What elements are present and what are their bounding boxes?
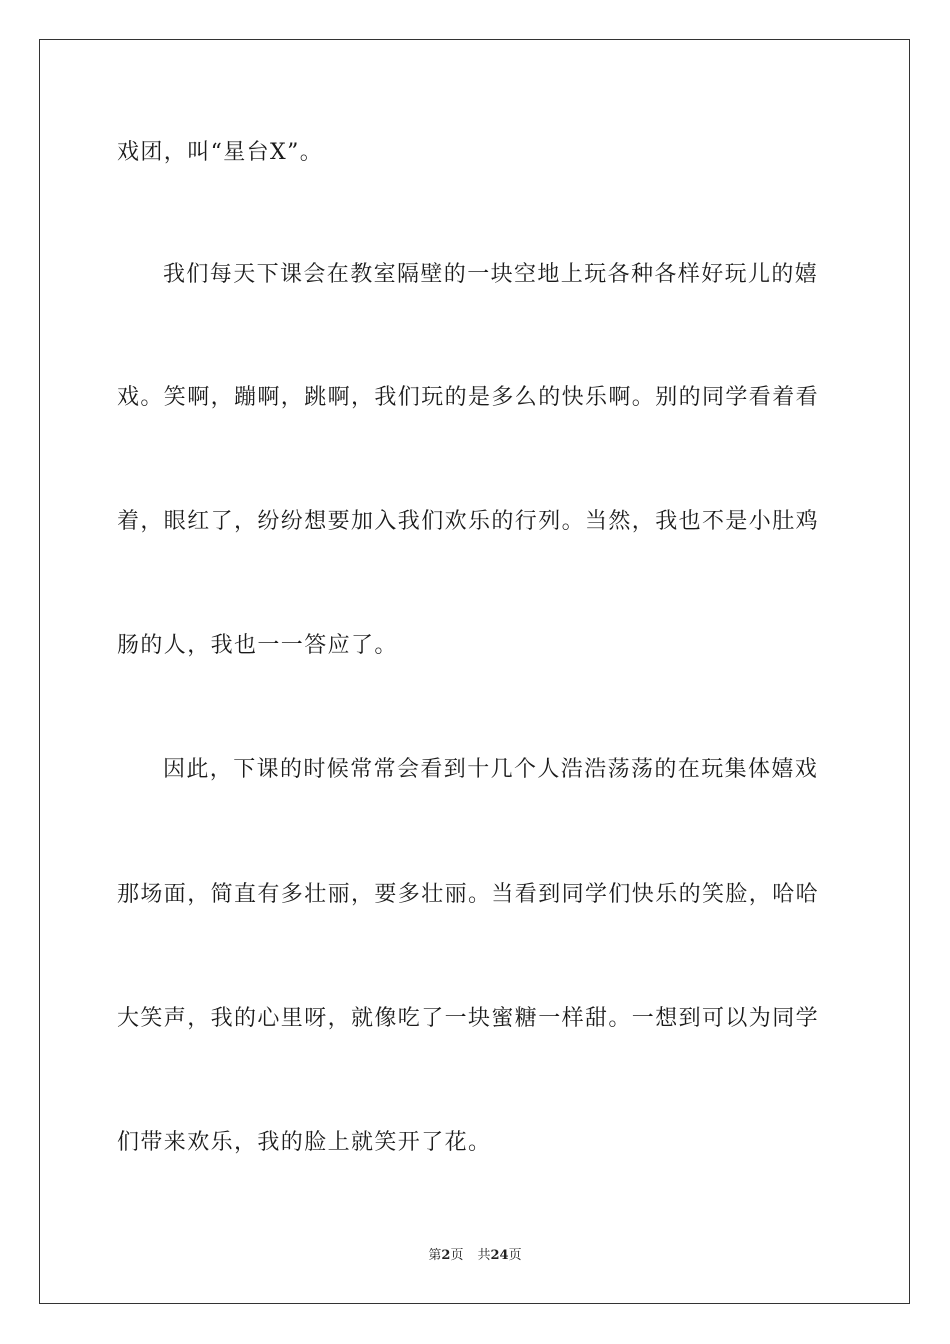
- text-line-6: 因此，下课的时候常常会看到十几个人浩浩荡荡的在玩集体嬉戏: [163, 757, 819, 782]
- page-footer: [0, 1247, 950, 1265]
- page-border: [39, 39, 910, 1304]
- text-line-8: 大笑声，我的心里呀，就像吃了一块蜜糖一样甜。一想到可以为同学: [117, 1006, 820, 1031]
- text-line-2: 我们每天下课会在教室隔壁的一块空地上玩各种各样好玩儿的嬉: [163, 262, 819, 287]
- text-line-5: 肠的人，我也一一答应了。: [117, 633, 398, 658]
- text-line-9: 们带来欢乐，我的脸上就笑开了花。: [117, 1130, 492, 1155]
- total-suffix: 页: [508, 1248, 522, 1263]
- page-prefix: 第: [428, 1248, 442, 1263]
- text-line-3: 戏。笑啊，蹦啊，跳啊，我们玩的是多么的快乐啊。别的同学看着看: [117, 385, 820, 410]
- page-number: 2: [441, 1248, 451, 1263]
- text-line-1: 戏团，叫“星台X”。: [117, 140, 324, 165]
- text-line-7: 那场面，简直有多壮丽，要多壮丽。当看到同学们快乐的笑脸，哈哈: [117, 882, 820, 907]
- page-suffix: 页: [450, 1248, 464, 1263]
- text-line-4: 着，眼红了，纷纷想要加入我们欢乐的行列。当然，我也不是小肚鸡: [117, 509, 820, 534]
- total-prefix: 共: [477, 1248, 491, 1263]
- total-pages: 24: [490, 1248, 509, 1263]
